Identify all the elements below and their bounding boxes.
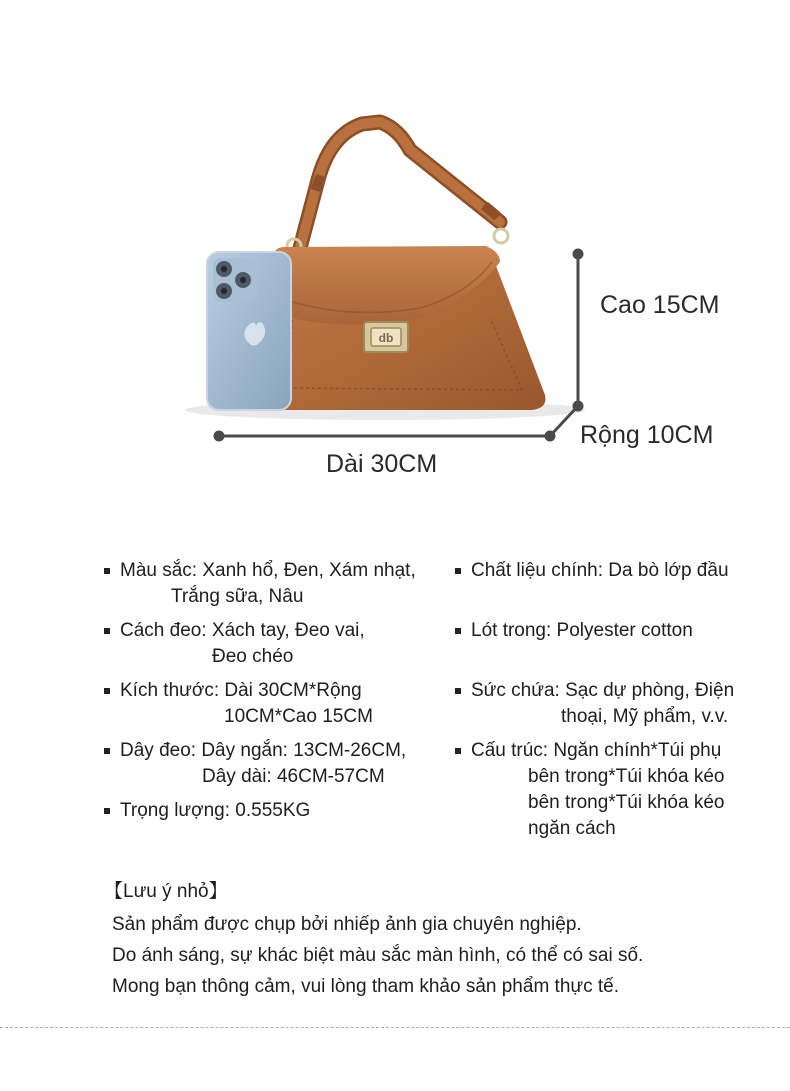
spec-weight [104, 798, 444, 824]
spec-capacity-text-cont: thoại, Mỹ phẩm, v.v. [561, 706, 729, 727]
spec-size [104, 678, 444, 730]
spec-material [455, 558, 775, 584]
spec-carry-text: Cách đeo: Xách tay, Đeo vai, [120, 620, 365, 641]
bag-handle [287, 122, 508, 253]
note-line: Mong bạn thông cảm, vui lòng tham khảo sản phẩm thực tế. [112, 976, 620, 997]
svg-text:db: db [378, 331, 394, 345]
phone-scale-reference [207, 252, 291, 410]
bottom-divider [0, 1027, 790, 1028]
spec-lining-text: Lót trong: Polyester cotton [471, 620, 693, 641]
height-label: Cao 15CM [600, 291, 720, 319]
spec-structure [455, 738, 775, 842]
spec-strap [104, 738, 444, 790]
spec-size-text-cont: 10CM*Cao 15CM [224, 706, 373, 727]
width-label: Rộng 10CM [580, 421, 714, 449]
specs-left-column [104, 558, 444, 824]
spec-carry [104, 618, 444, 670]
spec-lining [455, 618, 775, 644]
spec-strap-text-cont: Dây dài: 46CM-57CM [202, 766, 385, 787]
bag-turn-lock [364, 322, 408, 352]
spec-capacity-text: Sức chứa: Sạc dự phòng, Điện [471, 680, 735, 701]
spec-capacity [455, 678, 775, 730]
note-line: Sản phẩm được chụp bởi nhiếp ảnh gia chuyên nghiệp. [112, 914, 582, 935]
length-label: Dài 30CM [326, 450, 438, 478]
spec-strap-text: Dây đeo: Dây ngắn: 13CM-26CM, [120, 740, 407, 761]
spec-structure-text-cont-3: ngăn cách [528, 818, 616, 839]
spec-structure-text: Cấu trúc: Ngăn chính*Túi phụ [471, 740, 722, 761]
note-title: 【Lưu ý nhỏ】 [104, 881, 228, 902]
spec-weight-text: Trọng lượng: 0.555KG [120, 800, 311, 821]
spec-structure-text-cont-2: bên trong*Túi khóa kéo [528, 792, 725, 813]
spec-color [104, 558, 444, 610]
spec-structure-text-cont-1: bên trong*Túi khóa kéo [528, 766, 725, 787]
spec-material-text: Chất liệu chính: Da bò lớp đầu [471, 560, 729, 581]
spec-carry-text-cont: Đeo chéo [212, 646, 294, 667]
spec-color-text: Màu sắc: Xanh hổ, Đen, Xám nhạt, [120, 560, 416, 581]
specs-right-column [455, 558, 775, 842]
note-line: Do ánh sáng, sự khác biệt màu sắc màn hình, có thể có sai số. [112, 945, 644, 966]
spec-color-text-cont: Trắng sữa, Nâu [171, 586, 304, 607]
spec-size-text: Kích thước: Dài 30CM*Rộng [120, 680, 362, 701]
note-body [112, 909, 643, 1002]
